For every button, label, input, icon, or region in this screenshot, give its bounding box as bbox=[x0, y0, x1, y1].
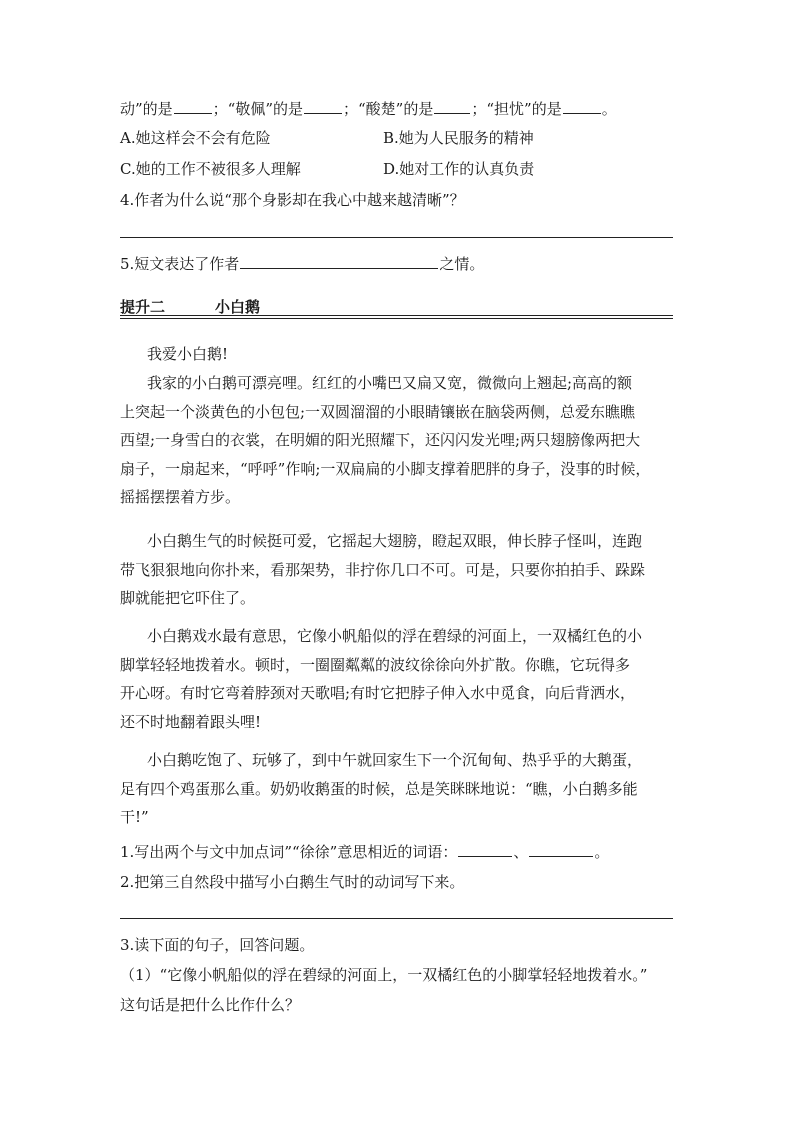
passage-text: 小白鹅戏水最有意思，它像小帆船似的浮在碧绿的河面上，一双橘红色的小 bbox=[147, 627, 643, 645]
answer-line[interactable] bbox=[120, 237, 673, 238]
passage-text: 我家的小白鹅可漂亮哩。红红的小嘴巴又扁又宽，微微向上翘起;高高的额 bbox=[147, 374, 633, 392]
section-heading bbox=[120, 297, 260, 317]
question-1 bbox=[120, 842, 609, 862]
paragraph-3 bbox=[120, 622, 680, 736]
passage-text: 小白鹅吃饱了、玩够了，到中午就回家生下一个沉甸甸、热乎乎的大鹅蛋， bbox=[147, 751, 643, 769]
section-label: 提升二 bbox=[120, 298, 166, 316]
text: 1.写出两个与文中加点词”“徐徐”意思相近的词语： bbox=[120, 843, 458, 861]
section-underline-2 bbox=[120, 318, 673, 319]
answer-blank[interactable] bbox=[304, 99, 342, 114]
passage-text: 小白鹅生气的时候挺可爱，它摇起大翅膀，瞪起双眼，伸长脖子怪叫，连跑 bbox=[147, 532, 643, 550]
answer-blank[interactable] bbox=[434, 99, 470, 114]
answer-blank[interactable] bbox=[563, 99, 601, 114]
option-b: B.她为人民服务的精神 bbox=[383, 129, 534, 147]
passage-text: 上突起一个淡黄色的小包包;一双圆溜溜的小眼睛镶嵌在脑袋两侧，总爱东瞧瞧 bbox=[120, 402, 636, 421]
answer-blank[interactable] bbox=[174, 99, 212, 114]
answer-blank[interactable] bbox=[529, 842, 593, 857]
text: 。 bbox=[601, 100, 617, 118]
answer-blank[interactable] bbox=[240, 254, 438, 269]
option-a: A.她这样会不会有危险 bbox=[120, 129, 271, 147]
answer-blank[interactable] bbox=[458, 842, 512, 857]
passage-text: 干!” bbox=[120, 808, 149, 826]
passage-line-0 bbox=[120, 340, 680, 369]
text: 5.短文表达了作者 bbox=[120, 255, 240, 273]
question-2: 2.把第三自然段中描写小白鹅生气时的动词写下来。 bbox=[120, 873, 465, 891]
text: ；“酸楚”的是 bbox=[343, 100, 434, 118]
passage-text: 摇摇摆摆着方步。 bbox=[120, 488, 241, 506]
option-d: D.她对工作的认真负责 bbox=[383, 160, 535, 178]
passage-text: 开心呀。有时它弯着脖颈对天歌唱;有时它把脖子伸入水中觅食，向后背洒水， bbox=[120, 684, 636, 702]
passage-text: 还不时地翻着跟头哩! bbox=[120, 712, 262, 731]
text: 。 bbox=[594, 843, 610, 861]
passage-text: 我爱小白鹅! bbox=[147, 345, 229, 363]
question-3-1: （1）“它像小帆船似的浮在碧绿的河面上，一双橘红色的小脚掌轻轻地拨着水。” bbox=[120, 966, 648, 984]
section-title: 小白鹅 bbox=[215, 298, 261, 316]
text: 、 bbox=[513, 843, 529, 861]
passage-text: 带飞狠狠地向你扑来，看那架势，非拧你几口不可。可是，只要你拍拍手、跺跺 bbox=[120, 560, 646, 579]
passage-text: 西望;一身雪白的衣裳，在明媚的阳光照耀下，还闪闪发光哩;两只翅膀像两把大 bbox=[120, 431, 641, 449]
option-c: C.她的工作不被很多人理解 bbox=[120, 160, 301, 178]
question-4: 4.作者为什么说“那个身影却在我心中越来越清晰”？ bbox=[120, 191, 465, 209]
passage-text: 扇子，一扇起来，“呼呼”作响;一双扁扁的小脚支撑着肥胖的身子，没事的时候， bbox=[120, 459, 651, 478]
passage-text: 脚就能把它吓住了。 bbox=[120, 589, 256, 607]
text: ；“敬佩”的是 bbox=[212, 100, 304, 118]
answer-line[interactable] bbox=[120, 918, 673, 919]
text: 动”的是 bbox=[120, 100, 173, 118]
section-underline-1 bbox=[120, 315, 673, 316]
text: ；“担忧”的是 bbox=[471, 100, 562, 118]
paragraph-1 bbox=[120, 369, 680, 512]
paragraph-4 bbox=[120, 746, 680, 832]
question-5 bbox=[120, 254, 484, 274]
passage-text: 脚掌轻轻地拨着水。顿时，一圈圈粼粼的波纹徐徐向外扩散。你瞧，它玩得多 bbox=[120, 655, 631, 674]
text: 之情。 bbox=[439, 255, 485, 273]
question-3-1-cont: 这句话是把什么比作什么？ bbox=[120, 996, 301, 1014]
paragraph-2 bbox=[120, 527, 680, 613]
question-3: 3.读下面的句子，回答问题。 bbox=[120, 936, 315, 954]
passage-text: 足有四个鸡蛋那么重。奶奶收鹅蛋的时候，总是笑眯眯地说：“瞧，小白鹅多能 bbox=[120, 779, 638, 798]
q3-fill-line bbox=[120, 99, 617, 119]
